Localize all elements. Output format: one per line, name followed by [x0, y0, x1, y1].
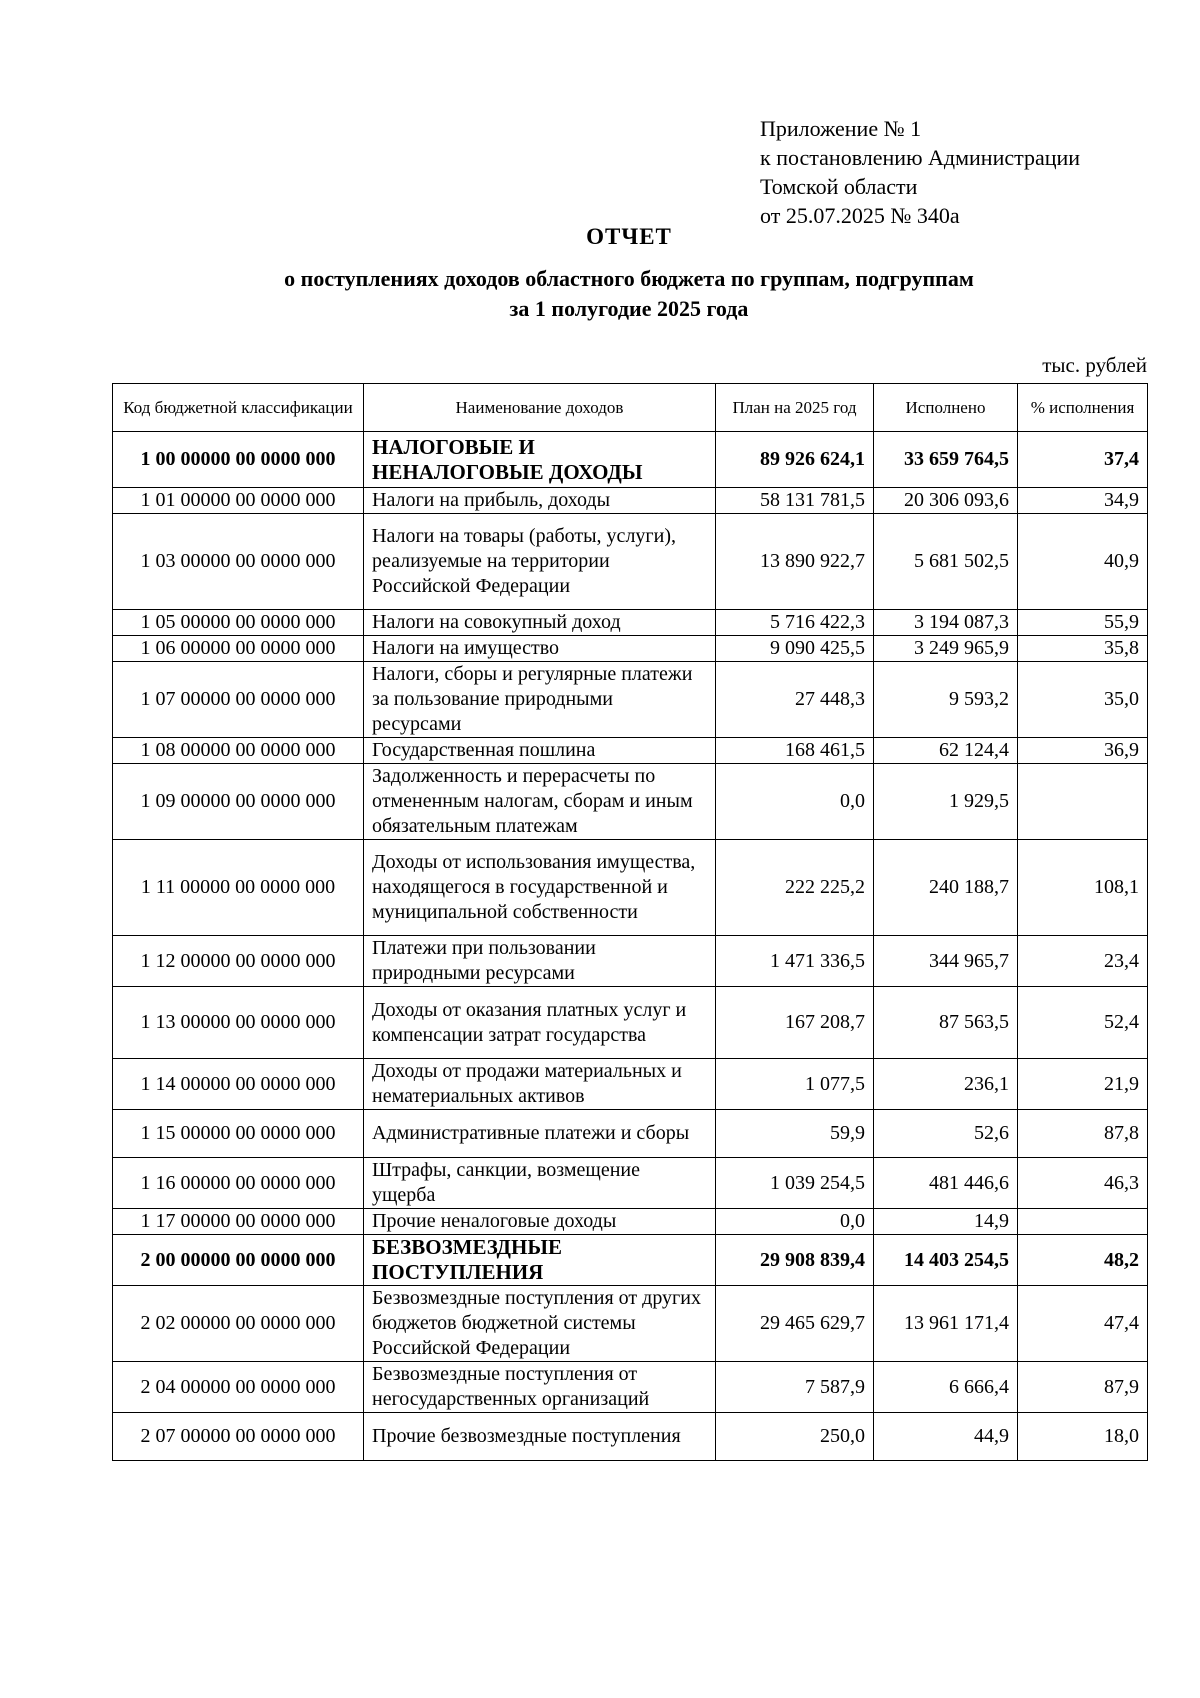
table-row [113, 514, 1148, 610]
row-name: Прочие неналоговые доходы [364, 1209, 716, 1235]
row-percent: 35,0 [1018, 662, 1148, 738]
table-row [113, 432, 1148, 488]
row-name: Налоги на совокупный доход [364, 610, 716, 636]
row-plan: 5 716 422,3 [716, 610, 874, 636]
report-subtitle [0, 264, 1200, 324]
row-code: 1 16 00000 00 0000 000 [113, 1158, 364, 1209]
row-name: Налоги на товары (работы, услуги), реализуемые на территории Российской Федерации [364, 514, 716, 610]
row-percent: 34,9 [1018, 488, 1148, 514]
row-executed: 14 403 254,5 [874, 1235, 1018, 1286]
row-percent: 87,8 [1018, 1110, 1148, 1158]
row-percent: 46,3 [1018, 1158, 1148, 1209]
row-percent [1018, 764, 1148, 840]
subtitle-line: о поступлениях доходов областного бюджета по группам, подгруппам [284, 266, 974, 291]
header-name: Наименование доходов [364, 384, 716, 432]
table-row [113, 610, 1148, 636]
row-percent: 52,4 [1018, 987, 1148, 1059]
row-plan: 29 465 629,7 [716, 1286, 874, 1362]
header-percent: % исполнения [1018, 384, 1148, 432]
subtitle-line: за 1 полугодие 2025 года [509, 296, 749, 321]
header-code: Код бюджетной классификации [113, 384, 364, 432]
row-name: НАЛОГОВЫЕ И НЕНАЛОГОВЫЕ ДОХОДЫ [364, 432, 716, 488]
table-row [113, 1209, 1148, 1235]
row-executed: 9 593,2 [874, 662, 1018, 738]
table-row [113, 1413, 1148, 1461]
row-plan: 167 208,7 [716, 987, 874, 1059]
row-executed: 33 659 764,5 [874, 432, 1018, 488]
row-executed: 3 249 965,9 [874, 636, 1018, 662]
row-executed: 481 446,6 [874, 1158, 1018, 1209]
row-plan: 29 908 839,4 [716, 1235, 874, 1286]
row-percent: 23,4 [1018, 936, 1148, 987]
row-percent: 35,8 [1018, 636, 1148, 662]
table-row [113, 636, 1148, 662]
row-plan: 9 090 425,5 [716, 636, 874, 662]
row-code: 1 01 00000 00 0000 000 [113, 488, 364, 514]
row-name: Доходы от продажи материальных и нематериальных активов [364, 1059, 716, 1110]
row-name: Безвозмездные поступления от других бюджетов бюджетной системы Российской Федерации [364, 1286, 716, 1362]
row-plan: 222 225,2 [716, 840, 874, 936]
row-name: Платежи при пользовании природными ресурсами [364, 936, 716, 987]
row-percent: 48,2 [1018, 1235, 1148, 1286]
row-name: Налоги на имущество [364, 636, 716, 662]
table-row [113, 662, 1148, 738]
row-code: 1 14 00000 00 0000 000 [113, 1059, 364, 1110]
row-code: 2 07 00000 00 0000 000 [113, 1413, 364, 1461]
row-percent: 87,9 [1018, 1362, 1148, 1413]
row-percent: 47,4 [1018, 1286, 1148, 1362]
row-name: Государственная пошлина [364, 738, 716, 764]
row-executed: 13 961 171,4 [874, 1286, 1018, 1362]
table-header-row [113, 384, 1148, 432]
row-code: 2 02 00000 00 0000 000 [113, 1286, 364, 1362]
table-row [113, 1235, 1148, 1286]
row-percent: 36,9 [1018, 738, 1148, 764]
row-plan: 13 890 922,7 [716, 514, 874, 610]
row-name: Задолженность и перерасчеты по отмененным налогам, сборам и иным обязательным платежам [364, 764, 716, 840]
appendix-line: Приложение № 1 [760, 116, 922, 141]
row-code: 1 05 00000 00 0000 000 [113, 610, 364, 636]
row-executed: 14,9 [874, 1209, 1018, 1235]
row-executed: 3 194 087,3 [874, 610, 1018, 636]
row-plan: 1 039 254,5 [716, 1158, 874, 1209]
row-percent: 108,1 [1018, 840, 1148, 936]
row-code: 1 12 00000 00 0000 000 [113, 936, 364, 987]
appendix-line: к постановлению Администрации [760, 145, 1081, 170]
table-row [113, 840, 1148, 936]
units-label: тыс. рублей [1042, 353, 1147, 377]
row-name: Доходы от оказания платных услуг и компенсации затрат государства [364, 987, 716, 1059]
row-executed: 52,6 [874, 1110, 1018, 1158]
appendix-block [760, 114, 1080, 230]
row-executed: 236,1 [874, 1059, 1018, 1110]
row-code: 1 00 00000 00 0000 000 [113, 432, 364, 488]
row-code: 1 09 00000 00 0000 000 [113, 764, 364, 840]
row-name: Административные платежи и сборы [364, 1110, 716, 1158]
table-row [113, 1110, 1148, 1158]
row-plan: 1 077,5 [716, 1059, 874, 1110]
row-name: Доходы от использования имущества, находящегося в государственной и муниципальной собственности [364, 840, 716, 936]
row-name: БЕЗВОЗМЕЗДНЫЕ ПОСТУПЛЕНИЯ [364, 1235, 716, 1286]
row-code: 1 17 00000 00 0000 000 [113, 1209, 364, 1235]
row-percent: 37,4 [1018, 432, 1148, 488]
row-percent [1018, 1209, 1148, 1235]
table-row [113, 1158, 1148, 1209]
row-executed: 44,9 [874, 1413, 1018, 1461]
row-plan: 1 471 336,5 [716, 936, 874, 987]
row-plan: 0,0 [716, 1209, 874, 1235]
row-name: Штрафы, санкции, возмещение ущерба [364, 1158, 716, 1209]
table-row [113, 936, 1148, 987]
table-row [113, 1059, 1148, 1110]
table-row [113, 987, 1148, 1059]
table-row [113, 738, 1148, 764]
row-plan: 59,9 [716, 1110, 874, 1158]
row-code: 2 00 00000 00 0000 000 [113, 1235, 364, 1286]
row-plan: 27 448,3 [716, 662, 874, 738]
row-executed: 5 681 502,5 [874, 514, 1018, 610]
row-name: Налоги, сборы и регулярные платежи за пользование природными ресурсами [364, 662, 716, 738]
row-code: 1 07 00000 00 0000 000 [113, 662, 364, 738]
table-row [113, 488, 1148, 514]
row-executed: 20 306 093,6 [874, 488, 1018, 514]
row-code: 1 08 00000 00 0000 000 [113, 738, 364, 764]
income-table [112, 383, 1148, 1461]
row-name: Прочие безвозмездные поступления [364, 1413, 716, 1461]
row-executed: 87 563,5 [874, 987, 1018, 1059]
row-code: 1 11 00000 00 0000 000 [113, 840, 364, 936]
table-row [113, 764, 1148, 840]
row-plan: 250,0 [716, 1413, 874, 1461]
row-code: 1 03 00000 00 0000 000 [113, 514, 364, 610]
row-executed: 6 666,4 [874, 1362, 1018, 1413]
row-plan: 0,0 [716, 764, 874, 840]
header-executed: Исполнено [874, 384, 1018, 432]
row-percent: 21,9 [1018, 1059, 1148, 1110]
row-name: Налоги на прибыль, доходы [364, 488, 716, 514]
row-plan: 58 131 781,5 [716, 488, 874, 514]
table-body [113, 432, 1148, 1461]
row-code: 1 13 00000 00 0000 000 [113, 987, 364, 1059]
header-plan: План на 2025 год [716, 384, 874, 432]
row-plan: 168 461,5 [716, 738, 874, 764]
row-percent: 18,0 [1018, 1413, 1148, 1461]
table-row [113, 1286, 1148, 1362]
row-code: 1 15 00000 00 0000 000 [113, 1110, 364, 1158]
row-executed: 62 124,4 [874, 738, 1018, 764]
appendix-line: Томской области [760, 174, 918, 199]
row-plan: 89 926 624,1 [716, 432, 874, 488]
row-code: 1 06 00000 00 0000 000 [113, 636, 364, 662]
table-row [113, 1362, 1148, 1413]
row-executed: 240 188,7 [874, 840, 1018, 936]
row-percent: 40,9 [1018, 514, 1148, 610]
row-code: 2 04 00000 00 0000 000 [113, 1362, 364, 1413]
row-executed: 1 929,5 [874, 764, 1018, 840]
row-executed: 344 965,7 [874, 936, 1018, 987]
row-plan: 7 587,9 [716, 1362, 874, 1413]
appendix-line: от 25.07.2025 № 340а [760, 203, 960, 228]
row-name: Безвозмездные поступления от негосударственных организаций [364, 1362, 716, 1413]
row-percent: 55,9 [1018, 610, 1148, 636]
report-title: ОТЧЕТ [586, 224, 672, 249]
